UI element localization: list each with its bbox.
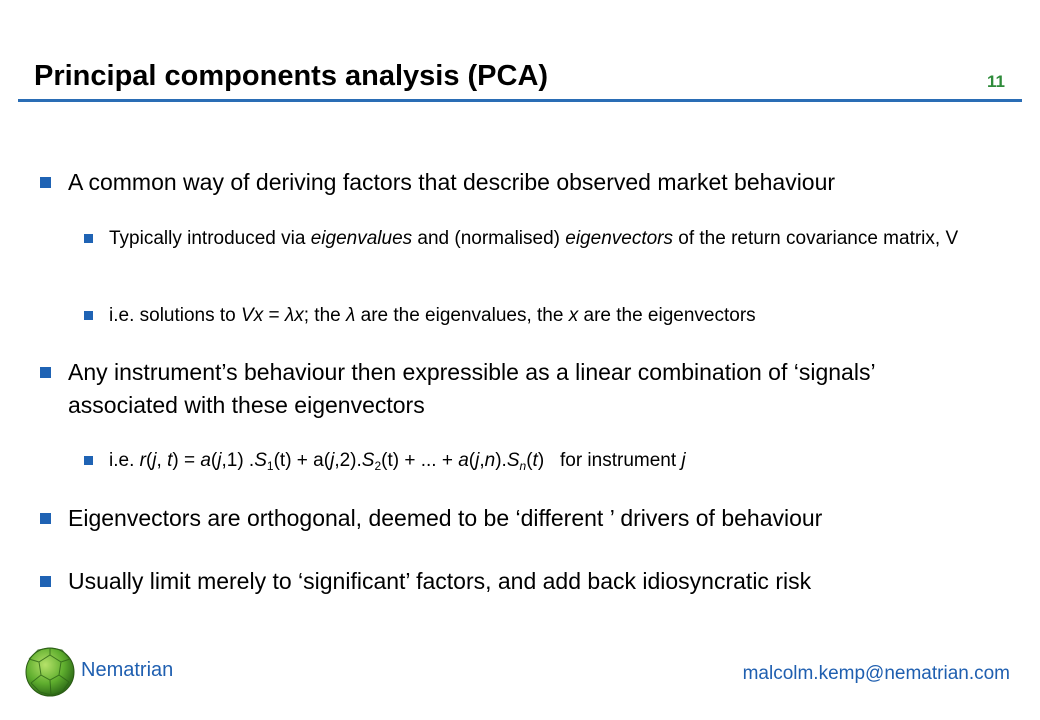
bullet-1-2-text: i.e. solutions to Vx = λx; the λ are the eigenvalues, the x are the eigenvectors — [109, 305, 756, 326]
bullet-2 — [68, 356, 988, 422]
bullet-1 — [68, 166, 988, 199]
title-divider — [18, 99, 1022, 102]
bullet-4 — [68, 565, 988, 598]
bullet-1-1-text: Typically introduced via eigenvalues and (normalised) eigenvectors of the return covariance matrix, V — [109, 228, 959, 249]
bullet-1-text: A common way of deriving factors that describe observed market behaviour — [68, 169, 836, 195]
slide-title: Principal components analysis (PCA) — [34, 60, 549, 92]
bullet-4-text: Usually limit merely to ‘significant’ factors, and add back idiosyncratic risk — [68, 568, 812, 594]
bullet-1-1 — [109, 225, 979, 252]
contact-email[interactable]: malcolm.kemp@nematrian.com — [742, 663, 1010, 684]
bullet-2-text: Any instrument’s behaviour then expressible as a linear combination of ‘signals’ associated with these eigenvectors — [68, 359, 875, 418]
brand-name: Nematrian — [81, 659, 174, 681]
slide-number: 11 — [987, 72, 1005, 91]
bullet-marker — [40, 367, 51, 378]
bullet-1-2 — [109, 302, 979, 329]
sub-bullet-marker — [84, 234, 93, 243]
bullet-marker — [40, 177, 51, 188]
sub-bullet-marker — [84, 311, 93, 320]
bullet-3 — [68, 502, 988, 535]
bullet-3-text: Eigenvectors are orthogonal, deemed to be ‘different ’ drivers of behaviour — [68, 505, 823, 531]
bullet-marker — [40, 576, 51, 587]
green-geodesic-sphere-icon — [24, 646, 76, 703]
bullet-marker — [40, 513, 51, 524]
sub-bullet-marker — [84, 456, 93, 465]
bullet-2-1-text: i.e. r(j, t) = a(j,1) $.S_1(t) + a(j,2).S_2(t)$ + ... + $a(j,n).S_n(t)$ for instrument j — [109, 450, 686, 473]
bullet-2-1 — [109, 447, 979, 480]
